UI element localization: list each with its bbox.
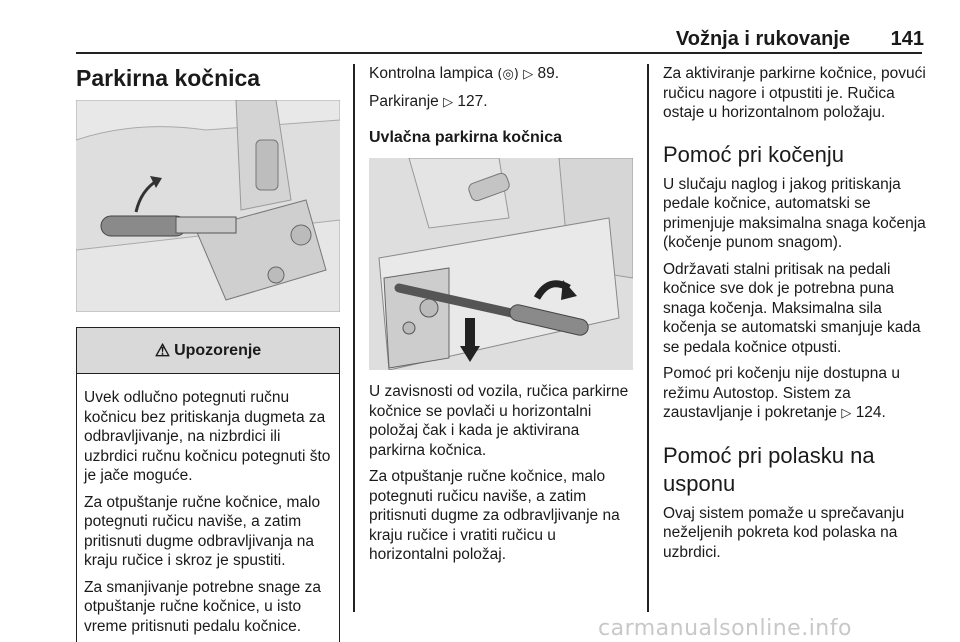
page-number: 141 [890,28,924,50]
parking-brake-illustration [76,100,340,312]
page-ref-arrow-icon: ▷ [443,94,454,110]
body-paragraph: Za aktiviranje parkirne kočnice, povući ručicu nagore i otpustiti je. Ručica ostaje u horizontalnom položaju. [663,65,926,121]
brake-lamp-icon: (◎) [497,67,519,82]
column-middle [369,64,634,572]
section-heading: Pomoć pri polasku na usponu [663,442,875,496]
retractable-brake-illustration [369,158,633,370]
page-ref-arrow-icon: ▷ [841,406,852,421]
body-paragraph: Za otpuštanje ručne kočnice, malo potegnuti ručicu naviše, a zatim pritisnuti dugme za odbravljivanje na kraju ručice i vratiti ručicu u horizontalni položaj. [369,468,620,563]
warning-header [77,328,339,374]
warning-box [76,327,340,642]
column-right [663,64,927,569]
parking-reference: Parkiranje ▷ 127. [369,92,488,110]
page-header [0,28,960,54]
chapter-title: Vožnja i rukovanje [675,28,850,50]
autostop-reference: Pomoć pri kočenju nije dostupna u režimu Autostop. Sistem za zaustavljanje i pokretanje ▷ 124. [663,365,900,421]
body-paragraph: Održavati stalni pritisak na pedali kočnice sve dok je potrebna puna snaga kočenja. Maksimalna sila kočenja se automatski smanjuje kada se pedala kočnice otpusti. [663,260,921,356]
subsection-heading: Uvlačna parkirna kočnica [369,129,562,146]
section-heading: Parkirna kočnica [76,65,261,91]
warning-title: Upozorenje [174,341,262,359]
column-divider [353,64,355,612]
warning-triangle-icon: ⚠ [154,340,171,360]
body-paragraph: U slučaju naglog i jakog pritiskanja pedale kočnice, automatski se primenjuje maksimalna snaga kočenja (kočenje punom snagom). [663,175,926,251]
body-paragraph: Ovaj sistem pomaže u sprečavanju neželjenih pokreta kod polaska na uzbrdici. [663,504,905,561]
watermark: carmanualsonline.info [598,616,852,641]
header-divider [76,52,922,54]
section-heading: Pomoć pri kočenju [663,141,844,167]
page-ref-arrow-icon: ▷ [523,67,534,82]
warning-paragraph: Za otpuštanje ručne kočnice, malo potegnuti ručicu naviše, a zatim pritisnuti dugme odbravljivanja na kraju ručice i skroz je spustiti. [84,493,321,569]
warning-paragraph: Za smanjivanje potrebne snage za otpuštanje ručne kočnice, u isto vreme pritisnuti pedalu kočnice. [84,578,321,635]
warning-body [77,374,339,642]
body-paragraph: U zavisnosti od vozila, ručica parkirne kočnice se povlači u horizontalni položaj čak i kada je aktivirana parkirna kočnica. [369,383,629,459]
warning-paragraph: Uvek odlučno potegnuti ručnu kočnicu bez pritiskanja dugmeta za odbravljivanje, na nizbrdici ili uzbrdici ručnu kočnicu potegnuti što je jače moguće. [84,389,331,484]
column-left [76,64,340,642]
column-divider [647,64,649,612]
control-lamp-reference: Kontrolna lampica (◎) ▷ 89. [369,65,560,82]
